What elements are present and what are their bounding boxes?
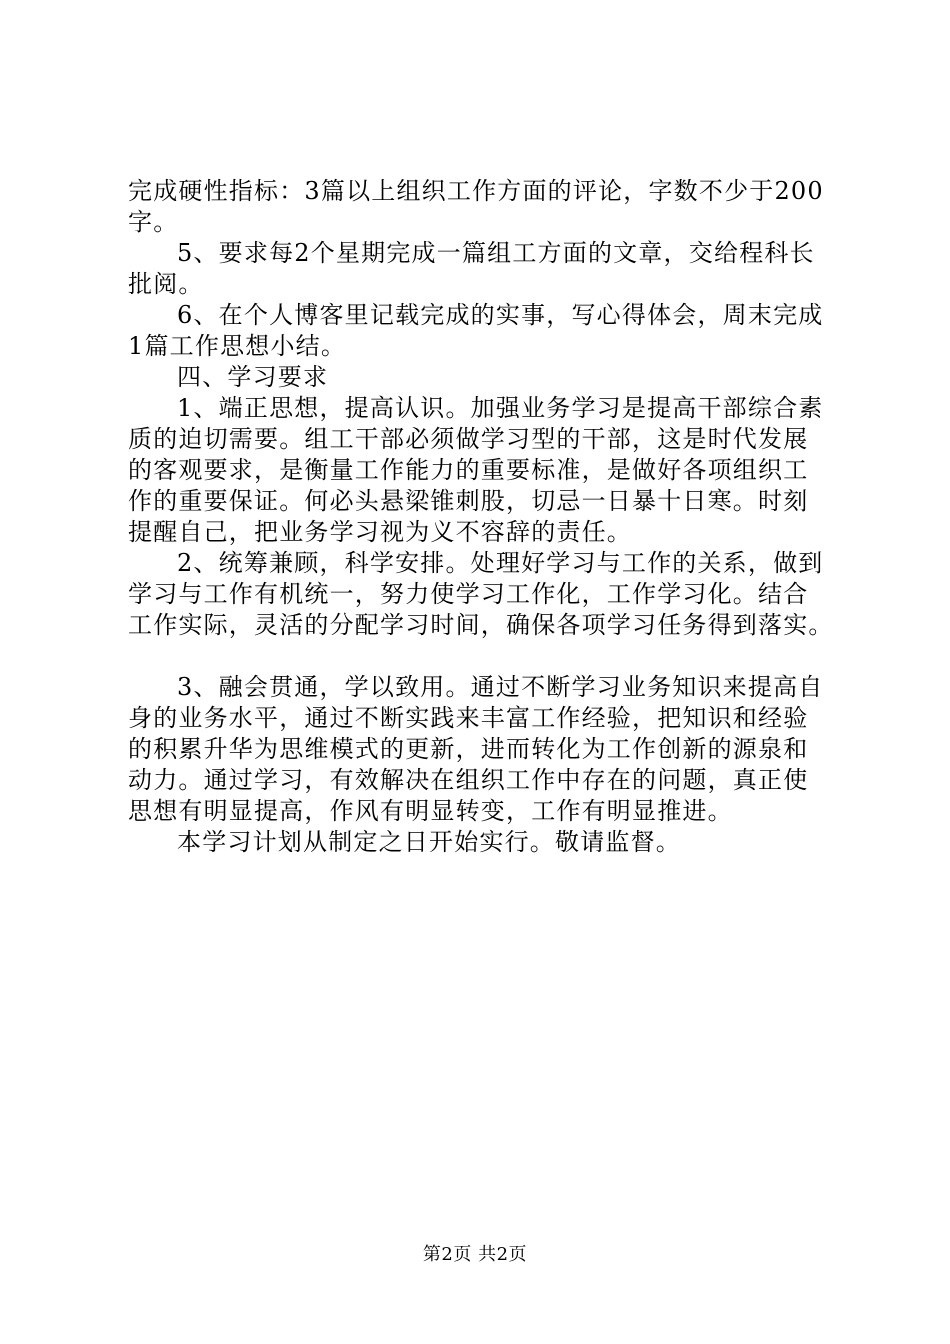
document-body	[128, 176, 848, 858]
text-line: 学习与工作有机统一，努力使学习工作化，工作学习化。结合	[128, 580, 809, 608]
text-line: 思想有明显提高，作风有明显转变，工作有明显推进。	[128, 797, 733, 825]
page-footer	[0, 1243, 950, 1267]
text-line: 工作实际，灵活的分配学习时间，确保各项学习任务得到落实。	[128, 611, 834, 639]
text-line: 批阅。	[128, 270, 204, 298]
text-line: 作的重要保证。何必头悬梁锥刺股，切忌一日暴十日寒。时刻	[128, 487, 809, 515]
text-line: 1、端正思想，提高认识。加强业务学习是提高干部综合素	[177, 394, 824, 422]
text-line: 质的迫切需要。组工干部必须做学习型的干部，这是时代发展	[128, 425, 809, 453]
text-line: 3、融会贯通，学以致用。通过不断学习业务知识来提高自	[177, 673, 824, 701]
text-line: 6、在个人博客里记载完成的实事，写心得体会，周末完成	[177, 301, 824, 329]
text-line: 1篇工作思想小结。	[128, 332, 347, 360]
section-heading: 四、学习要求	[177, 363, 329, 391]
text-line: 完成硬性指标：3篇以上组织工作方面的评论，字数不少于200	[128, 177, 824, 205]
text-line: 字。	[128, 208, 179, 236]
text-line: 的积累升华为思维模式的更新，进而转化为工作创新的源泉和	[128, 735, 809, 763]
text-line: 本学习计划从制定之日开始实行。敬请监督。	[177, 828, 681, 856]
text-line: 2、统筹兼顾，科学安排。处理好学习与工作的关系，做到	[177, 549, 824, 577]
blank-line	[128, 641, 848, 672]
text-line: 的客观要求，是衡量工作能力的重要标准，是做好各项组织工	[128, 456, 809, 484]
text-line: 身的业务水平，通过不断实践来丰富工作经验，把知识和经验	[128, 704, 809, 732]
page-number-label: 第2页 共2页	[422, 1244, 528, 1265]
text-line: 提醒自己，把业务学习视为义不容辞的责任。	[128, 518, 632, 546]
text-line: 动力。通过学习，有效解决在组织工作中存在的问题，真正使	[128, 766, 809, 794]
text-line: 5、要求每2个星期完成一篇组工方面的文章，交给程科长	[177, 239, 815, 267]
